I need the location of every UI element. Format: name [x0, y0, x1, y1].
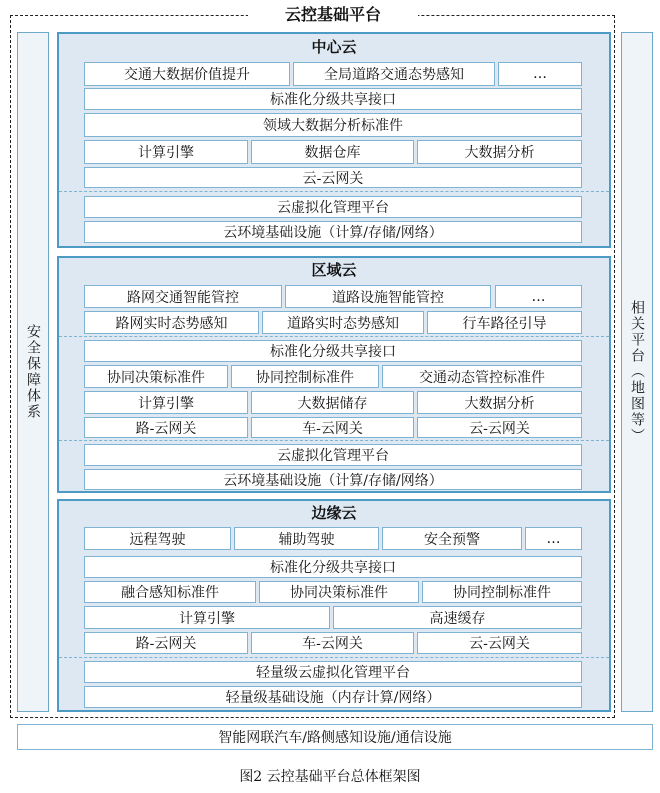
edge-cache: 高速缓存 [333, 606, 582, 629]
edge-road-cloud-gateway: 路-云网关 [84, 632, 248, 654]
vehicle-road-infrastructure-bar: 智能网联汽车/路侧感知设施/通信设施 [17, 724, 653, 750]
related-platforms-label: 相关平台（地图等） [629, 300, 645, 444]
edge-cloud-title: 边缘云 [311, 504, 357, 522]
center-compute-engine: 计算引擎 [84, 140, 248, 164]
region-bigdata-storage: 大数据储存 [251, 391, 414, 414]
edge-virtualization: 轻量级云虚拟化管理平台 [84, 661, 582, 683]
region-app-3: 路网实时态势感知 [84, 311, 259, 334]
edge-cloud-cloud-gateway: 云-云网关 [417, 632, 582, 654]
region-separator-top [59, 336, 609, 337]
region-app-more: … [495, 285, 582, 308]
region-share-interface: 标准化分级共享接口 [84, 340, 582, 362]
center-infrastructure: 云环境基础设施（计算/存储/网络） [84, 221, 582, 243]
center-virtualization: 云虚拟化管理平台 [84, 196, 582, 218]
edge-vehicle-cloud-gateway: 车-云网关 [251, 632, 414, 654]
related-platforms-bar [621, 32, 653, 712]
region-app-1: 路网交通智能管控 [84, 285, 282, 308]
center-data-warehouse: 数据仓库 [251, 140, 414, 164]
region-app-2: 道路设施智能管控 [285, 285, 491, 308]
region-app-5: 行车路径引导 [427, 311, 582, 334]
region-vehicle-cloud-gateway: 车-云网关 [251, 417, 414, 438]
platform-title: 云控基础平台 [248, 5, 418, 25]
edge-separator [59, 657, 609, 658]
center-app-1: 交通大数据价值提升 [84, 62, 290, 86]
edge-fusion-component: 融合感知标准件 [84, 581, 256, 603]
edge-app-safety-warning: 安全预警 [382, 527, 522, 550]
region-cloud-title: 区域云 [311, 261, 357, 279]
security-system-label: 安全保障体系 [25, 324, 41, 420]
center-cloud-gateway: 云-云网关 [84, 167, 582, 188]
center-app-more: … [498, 62, 582, 86]
center-bigdata-analysis: 大数据分析 [417, 140, 582, 164]
region-app-4: 道路实时态势感知 [262, 311, 424, 334]
region-virtualization: 云虚拟化管理平台 [84, 444, 582, 466]
region-traffic-component: 交通动态管控标准件 [382, 365, 582, 388]
edge-control-component: 协同控制标准件 [422, 581, 582, 603]
region-infrastructure: 云环境基础设施（计算/存储/网络） [84, 469, 582, 490]
edge-compute-engine: 计算引擎 [84, 606, 330, 629]
center-share-interface: 标准化分级共享接口 [84, 88, 582, 110]
edge-decision-component: 协同决策标准件 [259, 581, 419, 603]
edge-infrastructure: 轻量级基础设施（内存计算/网络） [84, 686, 582, 708]
region-road-cloud-gateway: 路-云网关 [84, 417, 248, 438]
security-system-bar [17, 32, 49, 712]
region-compute-engine: 计算引擎 [84, 391, 248, 414]
edge-app-remote-driving: 远程驾驶 [84, 527, 231, 550]
center-cloud-title: 中心云 [311, 38, 357, 56]
edge-app-more: … [525, 527, 582, 550]
region-control-component: 协同控制标准件 [231, 365, 379, 388]
region-decision-component: 协同决策标准件 [84, 365, 228, 388]
center-app-2: 全局道路交通态势感知 [293, 62, 495, 86]
region-separator-bottom [59, 440, 609, 441]
edge-app-assisted-driving: 辅助驾驶 [234, 527, 379, 550]
figure-caption: 图2 云控基础平台总体框架图 [239, 769, 421, 785]
edge-share-interface: 标准化分级共享接口 [84, 556, 582, 578]
region-bigdata-analysis: 大数据分析 [417, 391, 582, 414]
center-separator [59, 191, 609, 192]
region-cloud-cloud-gateway: 云-云网关 [417, 417, 582, 438]
center-domain-bigdata: 领域大数据分析标准件 [84, 113, 582, 137]
